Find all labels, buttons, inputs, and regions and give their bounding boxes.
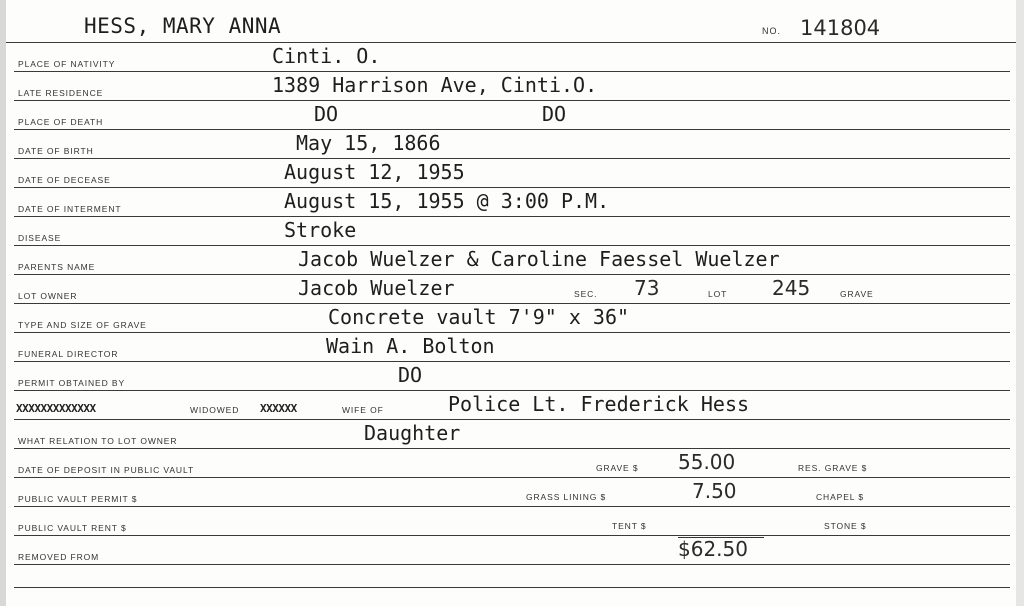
line [14,129,1010,130]
field-label: DATE OF DEPOSIT IN PUBLIC VAULT [18,465,195,475]
field-label: PARENTS NAME [18,262,96,272]
field-value: Concrete vault 7'9" x 36" [328,305,630,329]
section-label: SEC. [574,289,598,299]
row-place-of-death [14,102,1010,130]
field-value: Wain A. Bolton [326,334,495,358]
field-label: PERMIT OBTAINED BY [18,378,126,388]
field-value-2: DO [542,102,567,126]
row-funeral-director [14,334,1010,362]
row-late-residence [14,73,1010,101]
field-value: August 15, 1955 @ 3:00 P.M. [284,189,610,213]
tent-label: TENT $ [612,521,647,531]
field-value: Stroke [284,218,357,242]
row-marital-status [14,392,1010,420]
card-left-edge [0,0,6,606]
field-value: DO [314,102,339,126]
record-number: 141804 [800,16,881,40]
total-overline [678,537,764,538]
line [14,216,1010,217]
row-lot-owner [14,276,1010,304]
field-value: Jacob Wuelzer & Caroline Faessel Wuelzer [298,247,780,271]
grave-fee-label: GRAVE $ [596,463,639,473]
field-label: LOT OWNER [18,291,78,301]
row-public-vault-rent [14,508,1010,536]
line [14,587,1010,588]
field-value: August 12, 1955 [284,160,465,184]
row-place-of-nativity [14,44,1010,72]
deceased-name: HESS, MARY ANNA [84,14,282,38]
card-right-edge [1016,0,1024,606]
field-value: DO [398,363,423,387]
lot-value: 245 [772,276,811,300]
row-deposit-public-vault [14,450,1010,478]
header-rule [6,42,1016,43]
record-number-label: NO. [762,26,782,36]
field-label: WHAT RELATION TO LOT OWNER [18,436,178,446]
section-value: 73 [634,276,660,300]
field-label: LATE RESIDENCE [18,88,104,98]
wife-of-label: WIFE OF [342,405,384,415]
field-value: Jacob Wuelzer [298,276,455,300]
grave-fee-value: 55.00 [678,450,736,474]
field-value: May 15, 1866 [296,131,441,155]
line [14,448,1010,449]
line [14,390,1010,391]
stone-label: STONE $ [824,521,867,531]
line [14,303,1010,304]
field-label: REMOVED FROM [18,552,100,562]
row-date-of-decease [14,160,1010,188]
widowed-label: WIDOWED [190,405,240,415]
row-parents-name [14,247,1010,275]
line [14,274,1010,275]
row-date-of-interment [14,189,1010,217]
chapel-label: CHAPEL $ [816,492,864,502]
struck-out-text: XXXXXXXXXXXXX [16,402,96,415]
line [14,100,1010,101]
grave-label: GRAVE [840,289,874,299]
row-grave-type [14,305,1010,333]
field-label: PUBLIC VAULT RENT $ [18,523,127,533]
struck-out-text-2: XXXXXX [260,402,297,415]
line [14,158,1010,159]
field-label: DATE OF DECEASE [18,175,111,185]
line [14,332,1010,333]
row-permit-obtained-by [14,363,1010,391]
field-label: PLACE OF DEATH [18,117,104,127]
line [14,361,1010,362]
grass-lining-label: GRASS LINING $ [526,492,607,502]
spouse-value: Police Lt. Frederick Hess [448,392,750,416]
row-blank [14,560,1010,588]
line [14,535,1010,536]
field-value: Daughter [364,421,461,445]
field-value: 1389 Harrison Ave, Cinti.O. [272,73,598,97]
row-relation-to-lot-owner [14,421,1010,449]
line [14,187,1010,188]
field-label: DISEASE [18,233,62,243]
line [14,245,1010,246]
field-label: FUNERAL DIRECTOR [18,349,119,359]
total-amount: $62.50 [678,537,748,561]
row-disease [14,218,1010,246]
line [14,419,1010,420]
field-label: DATE OF BIRTH [18,146,94,156]
field-label: DATE OF INTERMENT [18,204,122,214]
line [14,71,1010,72]
field-label: PUBLIC VAULT PERMIT $ [18,494,138,504]
line [14,506,1010,507]
row-public-vault-permit [14,479,1010,507]
lot-label: LOT [708,289,728,299]
grass-lining-value: 7.50 [692,479,737,503]
field-label: TYPE AND SIZE OF GRAVE [18,320,147,330]
field-value: Cinti. O. [272,44,381,68]
res-grave-label: RES. GRAVE $ [798,463,868,473]
line [14,477,1010,478]
field-label: PLACE OF NATIVITY [18,59,116,69]
row-date-of-birth [14,131,1010,159]
